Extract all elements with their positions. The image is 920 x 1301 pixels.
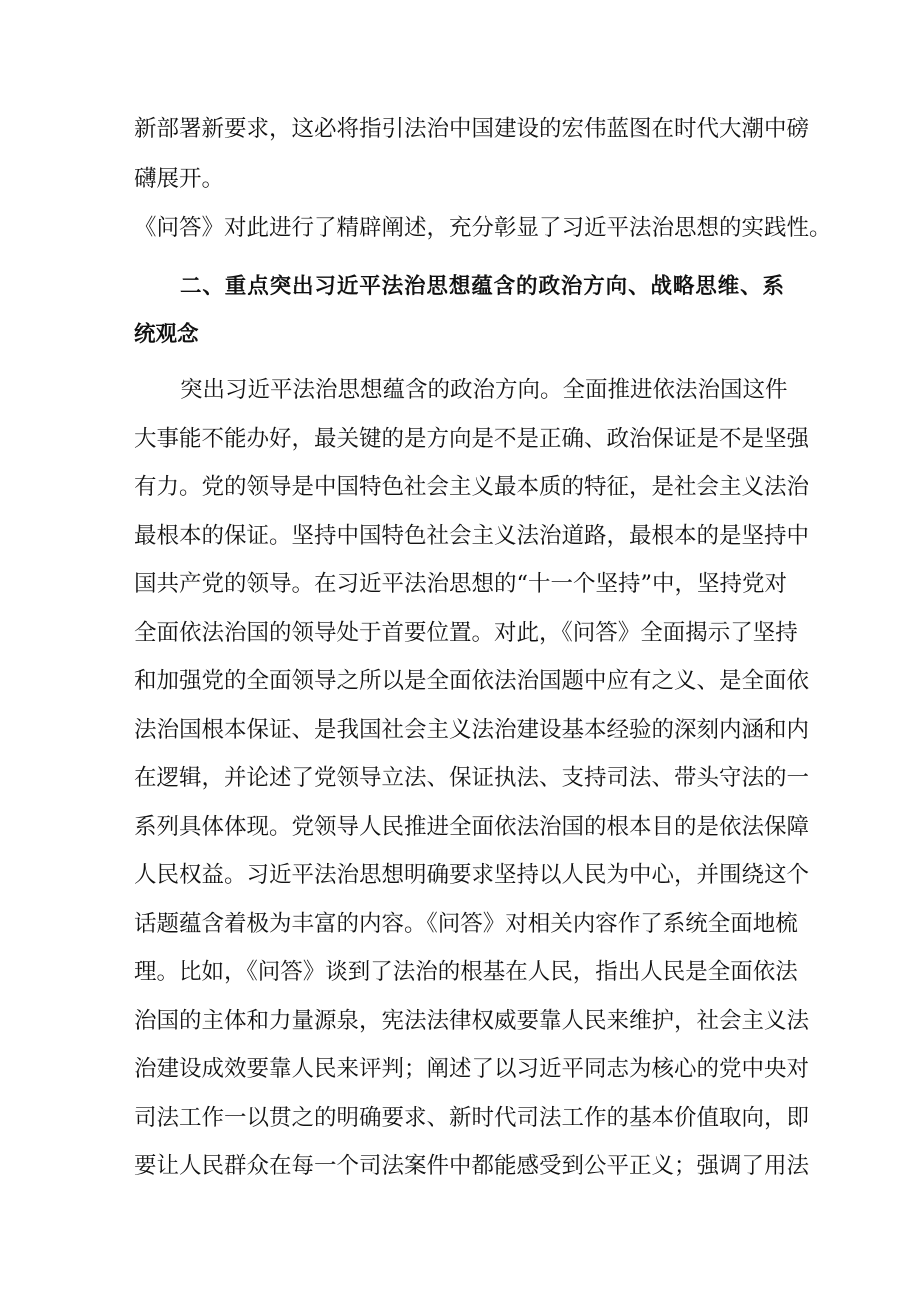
body-line-10: 系列具体体现。党领导人民推进全面依法治国的根本目的是依法保障 [134, 814, 810, 840]
section-heading-line-1: 二、重点突出习近平法治思想蕴含的政治方向、战略思维、系 [180, 274, 784, 299]
body-line-7: 和加强党的全面领导之所以是全面依法治国题中应有之义、是全面依 [134, 668, 810, 694]
body-line-9: 在逻辑，并论述了党领导立法、保证执法、支持司法、带头守法的一 [134, 765, 810, 791]
body-line-16: 司法工作一以贯之的明确要求、新时代司法工作的基本价值取向，即 [134, 1105, 810, 1131]
section-heading-line-2: 统观念 [134, 322, 199, 347]
paragraph-line-1: 新部署新要求，这必将指引法治中国建设的宏伟蓝图在时代大潮中磅 [134, 116, 810, 142]
body-line-5: 国共产党的领导。在习近平法治思想的“十一个坚持”中，坚持党对 [134, 571, 788, 597]
body-line-14: 治国的主体和力量源泉，宪法法律权威要靠人民来维护，社会主义法 [134, 1008, 810, 1034]
body-line-2: 大事能不能办好，最关键的是方向是不是正确、政治保证是不是坚强 [134, 426, 810, 452]
body-line-6: 全面依法治国的领导处于首要位置。对此，《问答》全面揭示了坚持 [134, 620, 798, 646]
body-line-15: 治建设成效要靠人民来评判；阐述了以习近平同志为核心的党中央对 [134, 1056, 810, 1082]
body-line-12: 话题蕴含着极为丰富的内容。《问答》对相关内容作了系统全面地梳 [134, 911, 798, 937]
body-line-4: 最根本的保证。坚持中国特色社会主义法治道路，最根本的是坚持中 [134, 523, 810, 549]
paragraph-line-3: 《问答》对此进行了精辟阐述，充分彰显了习近平法治思想的实践性。 [134, 215, 832, 241]
body-line-3: 有力。党的领导是中国特色社会主义最本质的特征，是社会主义法治 [134, 474, 810, 500]
body-line-8: 法治国根本保证、是我国社会主义法治建设基本经验的深刻内涵和内 [134, 717, 810, 743]
body-line-11: 人民权益。习近平法治思想明确要求坚持以人民为中心，并围绕这个 [134, 862, 810, 888]
body-line-13: 理。比如，《问答》谈到了法治的根基在人民，指出人民是全面依法 [134, 959, 798, 985]
body-line-17: 要让人民群众在每一个司法案件中都能感受到公平正义；强调了用法 [134, 1153, 810, 1179]
body-line-1: 突出习近平法治思想蕴含的政治方向。全面推进依法治国这件 [180, 377, 788, 403]
paragraph-line-2: 礴展开。 [134, 166, 225, 192]
